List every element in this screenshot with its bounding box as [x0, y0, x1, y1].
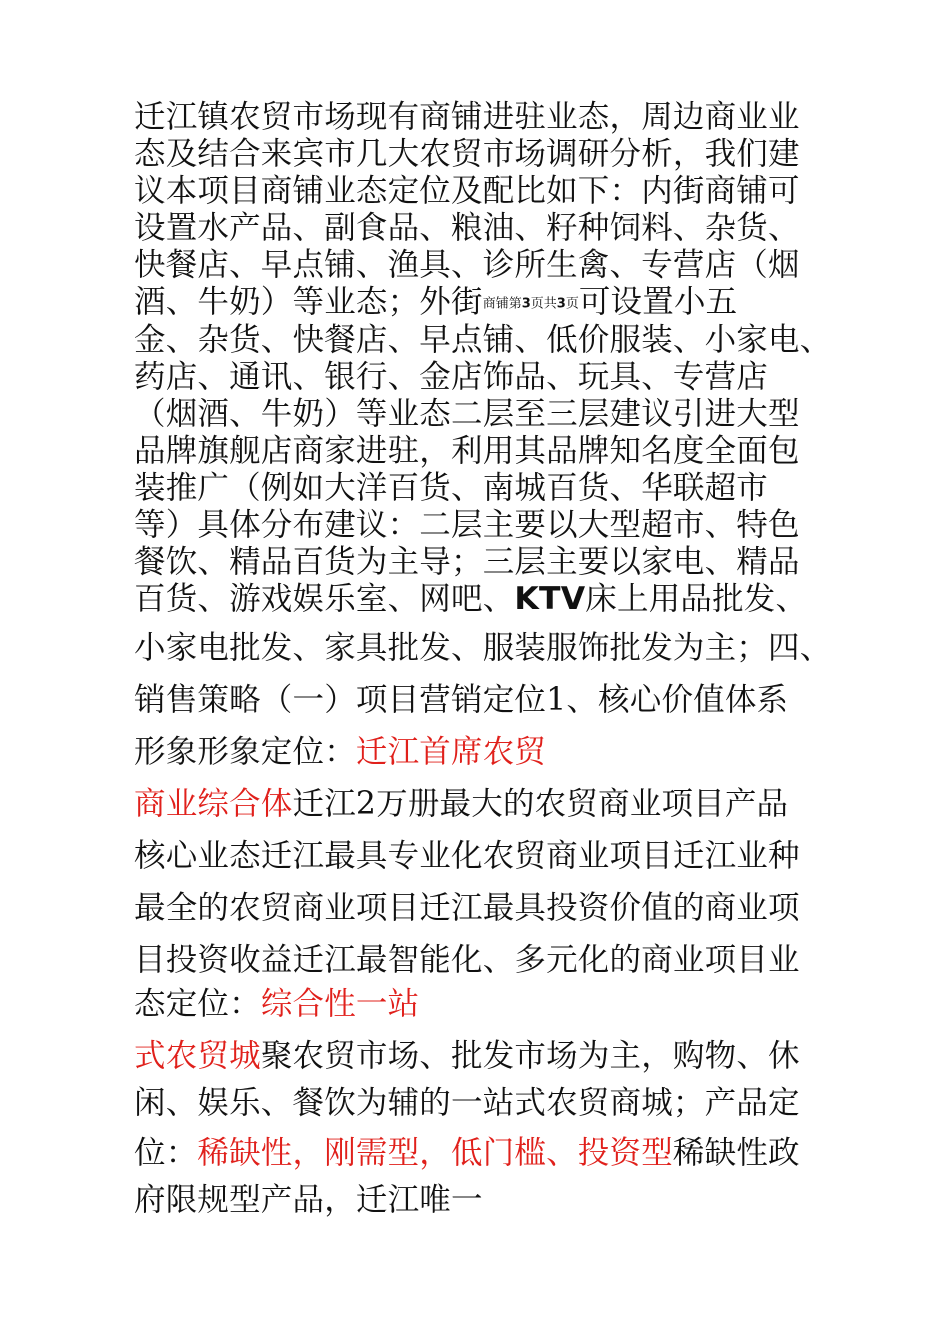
text-line-20: 最全的农贸商业项目迁江最具投资价值的商业项 — [134, 890, 800, 926]
text-segment: 态定位： — [134, 986, 261, 1022]
ktv-text: KTV — [514, 581, 586, 617]
text-segment: 百货、游戏娱乐室、网吧、 — [134, 581, 515, 617]
text-line-26: 府限规型产品，迁江唯一 — [134, 1182, 483, 1218]
text-segment: 形象形象定位： — [134, 734, 356, 770]
text-line-21: 目投资收益迁江最智能化、多元化的商业项目业 — [134, 942, 800, 978]
text-line-4: 设置水产品、副食品、粮油、籽种饲料、杂货、 — [134, 210, 800, 246]
text-line-17 — [134, 732, 914, 772]
text-line-8: 药店、通讯、银行、金店饰品、玩具、专营店 — [134, 359, 769, 395]
text-line-11: 装推广（例如大洋百货、南城百货、华联超市 — [134, 470, 769, 506]
text-line-23 — [134, 1036, 914, 1076]
text-line-12: 等）具体分布建议：二层主要以大型超市、特色 — [134, 507, 800, 543]
text-line-7: 金、杂货、快餐店、早点铺、低价服装、小家电、 — [134, 322, 832, 358]
page-footer-label — [483, 296, 579, 311]
text-segment: 稀缺性政 — [672, 1135, 800, 1171]
highlight-text: 迁江首席农贸 — [355, 734, 547, 770]
highlight-text: 稀缺性，刚需型，低门槛、投资型 — [197, 1135, 673, 1171]
footer-word: 商铺 — [482, 296, 509, 312]
text-line-25 — [134, 1133, 914, 1173]
highlight-text: 综合性一站 — [260, 986, 420, 1022]
text-line-16: 销售策略（一）项目营销定位1、核心价值体系 — [134, 682, 789, 718]
text-line-5: 快餐店、早点铺、渔具、诊所生禽、专营店（烟 — [134, 247, 800, 283]
highlight-text: 商业综合体 — [134, 786, 293, 822]
highlight-text: 式农贸城 — [134, 1038, 261, 1074]
text-line-6 — [134, 282, 914, 324]
text-segment: 迁江2万册最大的农贸商业项目产品 — [292, 786, 789, 822]
text-line-3: 议本项目商铺业态定位及配比如下：内街商铺可 — [134, 173, 800, 209]
footer-ye: 页 — [565, 296, 579, 312]
text-line-15: 小家电批发、家具批发、服装服饰批发为主；四、 — [134, 630, 832, 666]
text-line-22 — [134, 984, 914, 1024]
footer-page-number: 3 — [521, 296, 531, 312]
footer-of: 页共 — [530, 296, 557, 312]
text-segment: 位： — [134, 1135, 198, 1171]
text-segment: 可设置小五 — [578, 284, 738, 320]
text-line-24: 闲、娱乐、餐饮为辅的一站式农贸商城；产品定 — [134, 1085, 800, 1121]
text-segment: 床上用品批发、 — [585, 581, 808, 617]
text-line-18 — [134, 784, 914, 824]
text-segment: 聚农贸市场、批发市场为主，购物、休 — [260, 1038, 800, 1074]
footer-page-total: 3 — [556, 296, 566, 312]
text-line-9: （烟酒、牛奶）等业态二层至三层建议引进大型 — [134, 396, 800, 432]
text-segment: 酒、牛奶）等业态；外街 — [134, 284, 483, 320]
text-line-10: 品牌旗舰店商家进驻，利用其品牌知名度全面包 — [134, 433, 800, 469]
text-line-2: 态及结合来宾市几大农贸市场调研分析，我们建 — [134, 136, 800, 172]
footer-di: 第 — [508, 296, 522, 312]
text-line-13: 餐饮、精品百货为主导；三层主要以家电、精品 — [134, 544, 800, 580]
text-line-19: 核心业态迁江最具专业化农贸商业项目迁江业种 — [134, 838, 800, 874]
text-line-14 — [134, 579, 914, 619]
text-line-1: 迁江镇农贸市场现有商铺进驻业态，周边商业业 — [134, 99, 800, 135]
